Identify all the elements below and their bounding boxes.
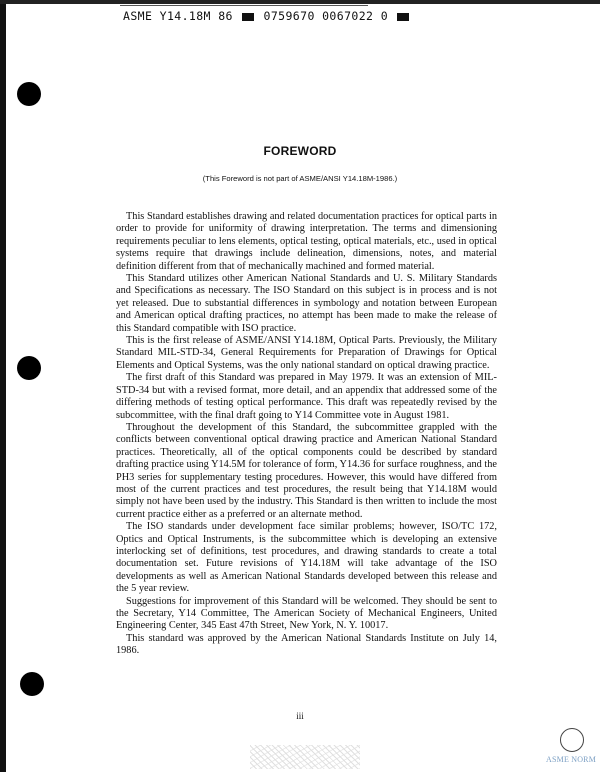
hole-punch [17,356,41,380]
watermark-text: ASME NORM [546,755,597,764]
scan-left-edge [0,0,6,772]
paragraph: The first draft of this Standard was prepared in May 1979. It was an extension of MIL-STD-34 but with a revised format, more detail, and an appendix that addressed some of the differing methods of testing optical performance. This draft was repeatedly revised by the subcommittee, with the final draft going to Y14 Committee vote in August 1981. [116,372,497,421]
watermark-circle-icon [560,728,584,752]
black-block-mark [397,13,409,21]
paragraph: This is the first release of ASME/ANSI Y14.18M, Optical Parts. Previously, the Military Standard MIL-STD-34, General Requirements for Preparation of Drawings for Optical Elements and Optical Systems, was the only national standard on optical drawing practice. [116,335,497,371]
paragraph: This Standard utilizes other American National Standards and U. S. Military Standards and Specifications as necessary. The ISO Standard on this subject is in process and is not yet released. Due to substantial differences in symbology and notation between European and American optical drafting practices, no attempt has been made to make the release of this Standard compatible with ISO practice. [116,273,497,334]
page-title: FOREWORD [263,144,337,158]
paragraph: This Standard establishes drawing and related documentation practices for optical parts in order to provide for uniformity of drawing interpretation. The terms and dimensioning requirements peculiar to lens elements, optical testing, optical materials, etc., used in optical systems require that drawings include delineation, dimensions, notes, and material definition different from that of mechanically machined and formed material. [116,211,497,272]
scan-noise [250,745,360,769]
paragraph: Suggestions for improvement of this Standard will be welcomed. They should be sent to the Secretary, Y14 Committee, The American Society of Mechanical Engineers, United Engineering Center, 345 East 47th Street, New York, N. Y. 10017. [116,595,497,632]
page-subtitle: (This Foreword is not part of ASME/ANSI Y14.18M-1986.) [202,174,398,183]
paragraph: The ISO standards under development face similar problems; however, ISO/TC 172, Optics and Optical Instruments, is the subcommittee which is developing an extensive interlocking set of definitions, test procedures, and drawing standards to create a total documentation set. Future revisions of Y14.18M will take advantage of the ISO developments as well as American National Standards developed between this release and the 5 year review. [116,521,497,595]
document-code-header [123,9,411,23]
paragraph: Throughout the development of this Standard, the subcommittee grappled with the conflicts between conventional optical drawing practice and American National Standard practices. Theoretically, all of the optical components could be described by standard drafting practice using Y14.5M for tolerance of form, Y14.36 for surface roughness, and the PH3 series for supplementary testing procedures. However, this would have differed from most of the current practices and test procedures, the result being that Y14.18M would simply not have been used by the industry. This Standard is then written to include the most current practice either as a preferred or an alternate method. [116,421,497,520]
black-block-mark [242,13,254,21]
hole-punch [17,82,41,106]
code-numbers: 0759670 0067022 0 [263,9,389,23]
page-number: iii [296,711,304,721]
hole-punch [20,672,44,696]
scan-top-edge [0,0,600,4]
code-prefix: ASME Y14.18M 86 [123,9,233,23]
foreword-body [116,211,497,658]
top-rule [120,5,368,6]
paragraph: This standard was approved by the American National Standards Institute on July 14, 1986. [116,632,497,657]
